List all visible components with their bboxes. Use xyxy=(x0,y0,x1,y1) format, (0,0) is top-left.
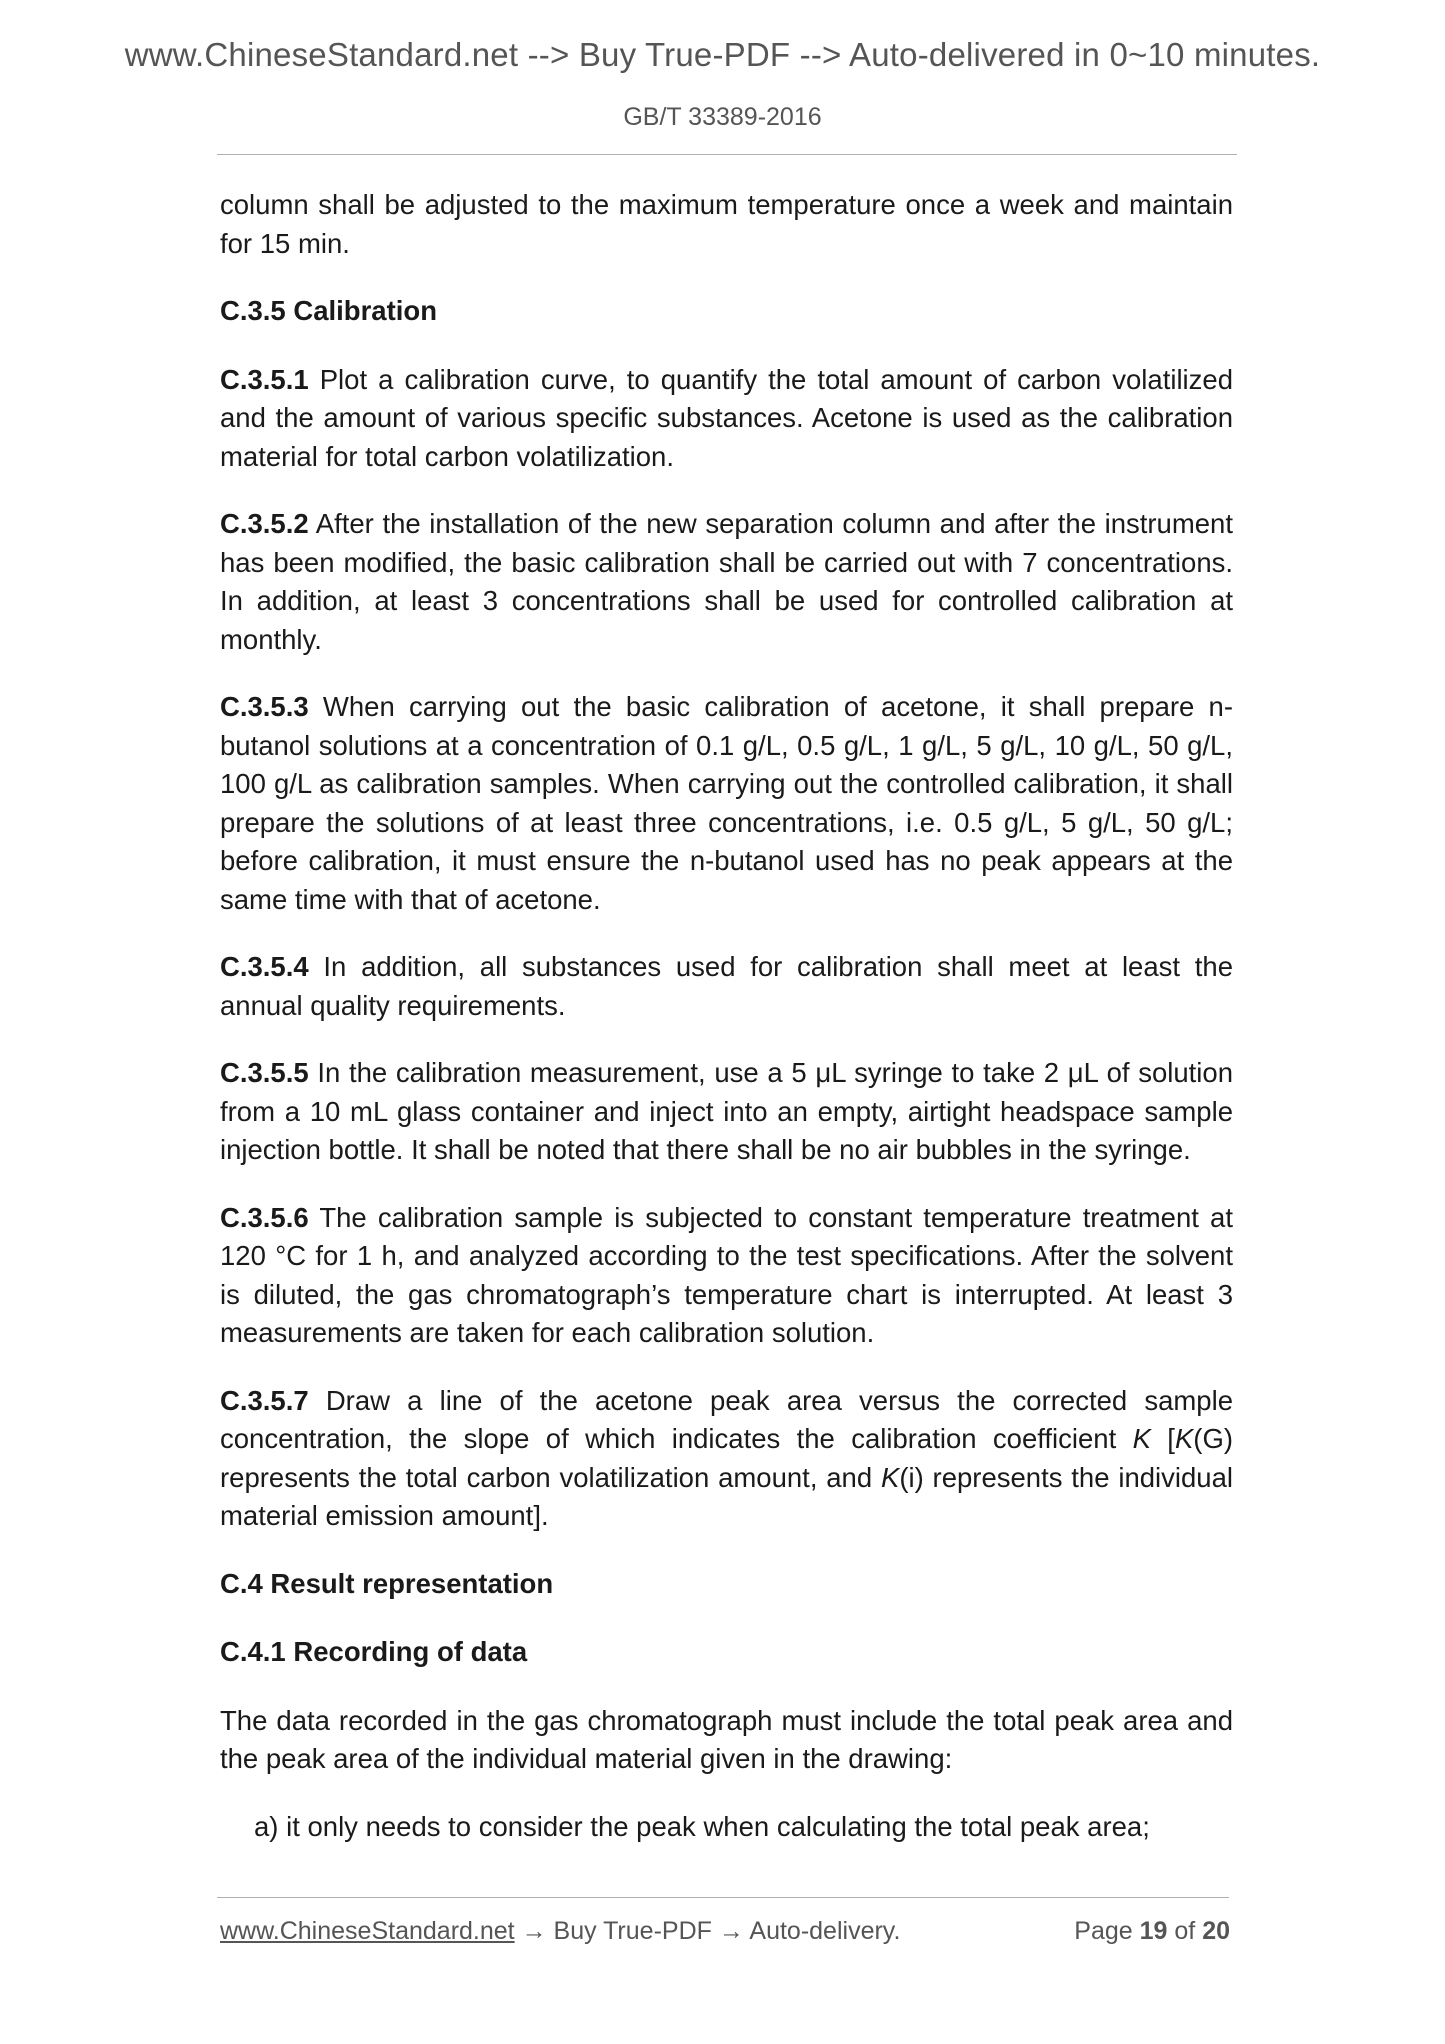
clause-text: After the installation of the new separation column and after the instrument has been modified, the basic calibration shall be carried out with 7 concentrations. In addition, at least 3 concentrations shall be used for controlled calibration at monthly. xyxy=(220,508,1233,655)
clause-c355 xyxy=(220,1054,1233,1170)
clause-c351 xyxy=(220,361,1233,477)
clause-number: C.3.5.1 xyxy=(220,363,309,395)
clause-text: (G) represents the total carbon volatilization amount, and xyxy=(220,1423,1233,1493)
document-code: GB/T 33389-2016 xyxy=(623,103,822,131)
clause-text: Draw a line of the acetone peak area versus the corrected sample concentration, the slope of which indicates the calibration coefficient xyxy=(220,1384,1233,1454)
clause-text: In the calibration measurement, use a 5 μL syringe to take 2 μL of solution from a 10 mL glass container and inject into an empty, airtight headspace sample injection bottle. It shall be noted that there shall be no air bubbles in the syringe. xyxy=(220,1057,1233,1165)
clause-text: When carrying out the basic calibration of acetone, it shall prepare n-butanol solutions at a concentration of 0.1 g/L, 0.5 g/L, 1 g/L, 5 g/L, 10 g/L, 50 g/L, 100 g/L as calibration samples. When carrying out the controlled calibration, it shall prepare the solutions of at least three concentrations, i.e. 0.5 g/L, 5 g/L, 50 g/L; before calibration, it must ensure the n-butanol used has no peak appears at the same time with that of acetone. xyxy=(220,691,1233,915)
heading-c4: C.4 Result representation xyxy=(220,1567,554,1599)
page-content xyxy=(220,186,1233,1875)
clause-number: C.3.5.4 xyxy=(220,951,309,982)
clause-c352 xyxy=(220,505,1233,659)
paragraph-intro: column shall be adjusted to the maximum temperature once a week and maintain for 15 min. xyxy=(220,189,1233,259)
clause-number: C.3.5.5 xyxy=(220,1057,309,1088)
clause-text: In addition, all substances used for calibration shall meet at least the annual quality requirements. xyxy=(220,951,1233,1021)
clause-c353 xyxy=(220,688,1233,919)
clause-text: The calibration sample is subjected to constant temperature treatment at 120 °C for 1 h, and analyzed according to the test specifications. After the solvent is diluted, the gas chromatograph’s temperature chart is interrupted. At least 3 measurements are taken for each calibration solution. xyxy=(220,1201,1233,1348)
clause-number: C.3.5.6 xyxy=(220,1201,309,1233)
clause-number: C.3.5.7 xyxy=(220,1384,309,1416)
clause-text: [ xyxy=(1150,1423,1175,1454)
footer-site-link[interactable]: www.ChineseStandard.net xyxy=(220,1917,515,1945)
top-banner: www.ChineseStandard.net --> Buy True-PDF --> Auto-delivered in 0~10 minutes. xyxy=(124,36,1321,73)
heading-c41: C.4.1 Recording of data xyxy=(220,1636,528,1667)
clause-c357 xyxy=(220,1382,1233,1536)
clause-text: (i) represents the individual material emission amount]. xyxy=(220,1461,1233,1531)
footer-tagline: → Buy True-PDF → Auto-delivery. xyxy=(514,1917,901,1945)
footer-divider xyxy=(217,1897,1229,1898)
page-total: 20 xyxy=(1202,1917,1230,1945)
symbol-k: K xyxy=(1174,1423,1194,1454)
page-footer xyxy=(220,1917,1230,1946)
clause-number: C.3.5.2 xyxy=(220,508,309,539)
clause-number: C.3.5.3 xyxy=(220,691,309,722)
page-number xyxy=(1074,1917,1230,1946)
heading-c35: C.3.5 Calibration xyxy=(220,295,437,326)
header-divider xyxy=(217,154,1237,155)
page-label: Page xyxy=(1074,1917,1133,1945)
symbol-k: K xyxy=(1132,1423,1151,1454)
list-item-a: a) it only needs to consider the peak when calculating the total peak area; xyxy=(254,1810,1150,1842)
clause-c356 xyxy=(220,1199,1233,1353)
clause-c354 xyxy=(220,948,1233,1025)
page-of: of xyxy=(1174,1917,1196,1945)
symbol-k: K xyxy=(880,1461,900,1493)
page-current: 19 xyxy=(1139,1917,1168,1945)
paragraph-data-recording: The data recorded in the gas chromatograph must include the total peak area and the peak area of the individual material given in the drawing: xyxy=(220,1704,1233,1774)
clause-text: Plot a calibration curve, to quantify the total amount of carbon volatilized and the amount of various specific substances. Acetone is used as the calibration material for total carbon volatilization. xyxy=(220,363,1233,472)
